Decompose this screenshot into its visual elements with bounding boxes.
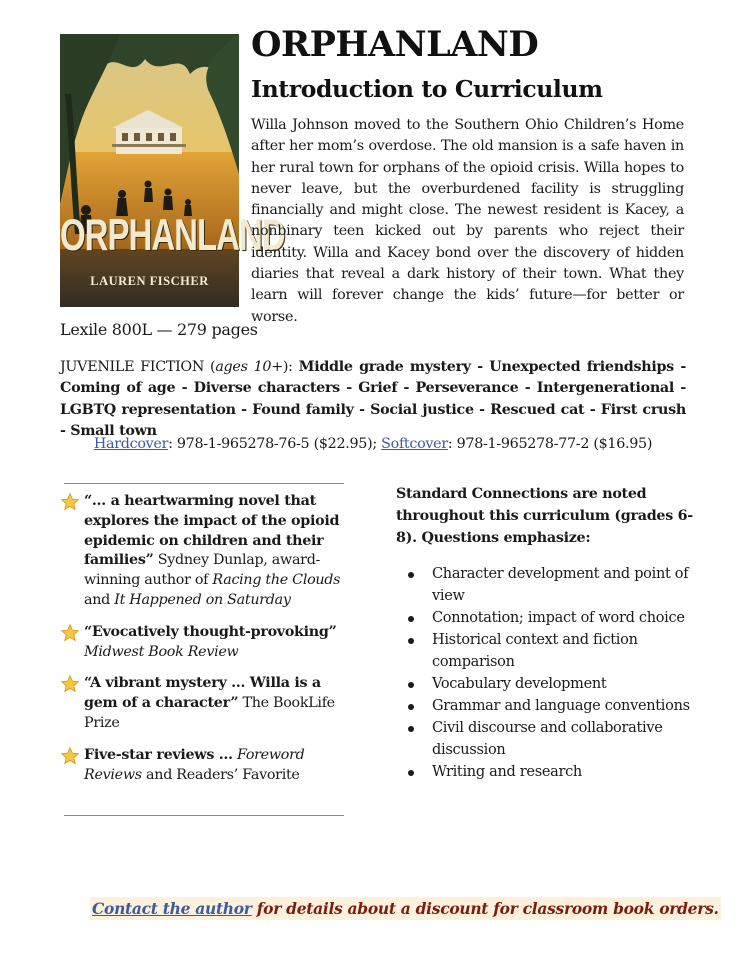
standards-item-label: Civil discourse and collaborative discussion	[432, 720, 663, 758]
standards-item-label: Vocabulary development	[432, 676, 607, 692]
page-subtitle: Introduction to Curriculum	[251, 75, 603, 103]
hardcover-isbn: : 978-1-965278-76-5 ($22.95);	[168, 436, 382, 452]
softcover-link[interactable]: Softcover	[381, 436, 448, 452]
divider-top	[64, 483, 344, 484]
review-quote	[60, 674, 350, 733]
book-title: It Happened on Saturday	[114, 591, 291, 608]
book-title: Racing the Clouds	[212, 572, 341, 589]
standards-item	[396, 761, 696, 783]
star-icon	[60, 623, 80, 643]
star-icon	[60, 492, 80, 512]
quote-source: Foreword Reviews	[84, 746, 305, 783]
standards-item	[396, 629, 696, 673]
standards-item	[396, 563, 696, 607]
bullet-icon	[408, 726, 414, 732]
genre-tag-list: Middle grade mystery - Unexpected friendships - Coming of age - Diverse characters - Grief - Perseverance - Intergenerational - LGBTQ representation - Found family - Social justice - Rescued cat - First crush - Small town	[60, 359, 686, 440]
genre-ages: ages 10+	[215, 359, 283, 375]
softcover-isbn: : 978-1-965278-77-2 ($16.95)	[447, 436, 653, 452]
standards-item-label: Grammar and language conventions	[432, 698, 690, 714]
cover-illustration	[60, 34, 285, 307]
quote-text: “Evocatively thought-provoking”	[84, 623, 337, 640]
review-quotes	[60, 492, 350, 797]
standards-list	[396, 563, 696, 783]
standards-item	[396, 607, 696, 629]
star-icon	[60, 674, 80, 694]
quote-attribution: Sydney Dunlap, award-winning author of	[84, 552, 321, 589]
isbn-line	[60, 436, 686, 452]
synopsis: Willa Johnson moved to the Southern Ohio Children’s Home after her mom’s overdose. The old mansion is a safe haven in her rural town for orphans of the opioid crisis. Willa hopes to never leave, but the overburdened facility is struggling financially and might close. The newest resident is Kacey, a nonbinary teen kicked out by parents who reject their identity. Willa and Kacey bond over the discovery of hidden diaries that reveal a dark history of their town. What they learn will forever change the kids’ future—for better or worse.	[251, 117, 684, 325]
genre-tags	[60, 357, 686, 443]
quote-source-extra: and Readers’ Favorite	[141, 766, 300, 783]
contact-author-link[interactable]: Contact the author	[92, 899, 252, 918]
standards-item-label: Writing and research	[432, 764, 582, 780]
hardcover-link[interactable]: Hardcover	[93, 436, 169, 452]
bullet-icon	[408, 704, 414, 710]
bullet-icon	[408, 616, 414, 622]
footer-note	[90, 897, 721, 920]
standards-item	[396, 695, 696, 717]
cover-title: ORPHANLAND	[60, 209, 285, 260]
lexile-info: Lexile 800L — 279 pages	[60, 320, 258, 339]
review-quote	[60, 623, 350, 663]
standards-item	[396, 717, 696, 761]
quote-source: Midwest Book Review	[84, 643, 239, 660]
quote-text: “… a heartwarming novel that explores the impact of the opioid epidemic on children and their families”	[84, 493, 340, 569]
book-cover	[60, 34, 285, 307]
star-icon	[60, 746, 80, 766]
quote-conjunction: and	[84, 591, 115, 608]
divider-bottom	[64, 815, 344, 816]
genre-suffix: ):	[282, 359, 299, 375]
page-title: ORPHANLAND	[251, 24, 539, 65]
bullet-icon	[408, 682, 414, 688]
footer-text: for details about a discount for classroom book orders.	[251, 899, 719, 918]
quote-text: Five-star reviews …	[84, 746, 233, 763]
bullet-icon	[408, 770, 414, 776]
cover-author: LAUREN FISCHER	[90, 274, 209, 288]
bullet-icon	[408, 638, 414, 644]
review-quote	[60, 492, 350, 611]
genre-prefix: JUVENILE FICTION (	[60, 359, 216, 375]
standards-item-label: Character development and point of view	[432, 566, 689, 604]
standards-item-label: Historical context and fiction comparison	[432, 632, 638, 670]
standards-section	[396, 483, 696, 783]
standards-intro: Standard Connections are noted throughout this curriculum (grades 6-8). Questions emphasize:	[396, 486, 693, 546]
bullet-icon	[408, 572, 414, 578]
standards-item-label: Connotation; impact of word choice	[432, 610, 685, 626]
review-quote	[60, 746, 350, 786]
quote-text: “A vibrant mystery … Willa is a gem of a character”	[84, 675, 321, 712]
standards-item	[396, 673, 696, 695]
quote-source: The BookLife Prize	[84, 695, 335, 731]
